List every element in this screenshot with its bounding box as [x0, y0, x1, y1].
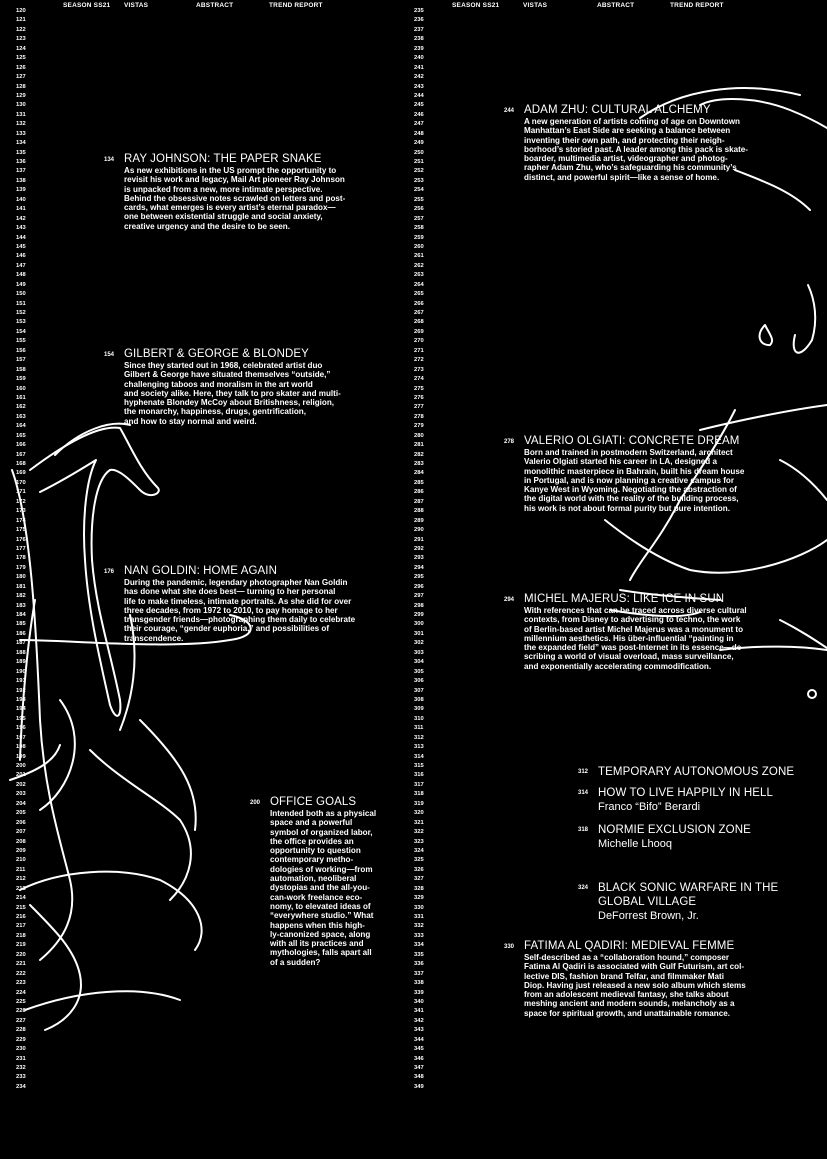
article-title: BLACK SONIC WARFARE IN THE — [598, 882, 779, 894]
line-number: 207 — [16, 829, 26, 836]
line-number: 208 — [16, 838, 26, 845]
line-number: 150 — [16, 291, 26, 298]
line-number: 310 — [414, 715, 424, 722]
line-number: 238 — [414, 36, 424, 43]
line-number: 153 — [16, 319, 26, 326]
line-number: 183 — [16, 602, 26, 609]
line-number: 335 — [414, 951, 424, 958]
line-number: 327 — [414, 876, 424, 883]
line-number: 322 — [414, 829, 424, 836]
line-number: 243 — [414, 83, 424, 90]
line-number: 159 — [16, 376, 26, 383]
line-number: 292 — [414, 545, 424, 552]
article-ray-johnson[interactable] — [104, 153, 404, 231]
line-number: 261 — [414, 253, 424, 260]
page-number: 134 — [104, 157, 115, 163]
line-number: 277 — [414, 404, 424, 411]
line-number: 341 — [414, 1008, 424, 1015]
article-valerio-olgiati[interactable] — [504, 435, 814, 513]
line-number: 297 — [414, 593, 424, 600]
article-summary: A new generation of artists coming of age on Downtown Manhattan’s East Side are seeking a balance between inventing their own path, and protecting their neigh- borhood’s storied past. A leader among this pack is skate- boarder, multimedia artist, videographer and photog- rapher Adam Zhu, who’s safeguarding his community’s distinct, and powerful spirit—like a sense of home. — [524, 117, 748, 182]
line-number: 137 — [16, 168, 26, 175]
line-number: 288 — [414, 508, 424, 515]
line-number: 258 — [414, 225, 424, 232]
line-number: 217 — [16, 923, 26, 930]
line-number: 275 — [414, 385, 424, 392]
line-number: 181 — [16, 583, 26, 590]
line-number: 184 — [16, 612, 26, 618]
line-number: 211 — [16, 866, 26, 873]
line-number: 135 — [16, 149, 26, 156]
page-number: 176 — [104, 569, 115, 575]
line-number: 194 — [16, 706, 26, 713]
line-number: 273 — [414, 366, 424, 373]
line-number: 263 — [414, 272, 424, 279]
line-number: 129 — [16, 92, 26, 99]
line-number: 296 — [414, 583, 424, 590]
page-number: 324 — [578, 885, 589, 891]
line-number: 130 — [16, 102, 26, 109]
line-number: 332 — [414, 923, 424, 930]
line-number: 264 — [414, 281, 424, 288]
line-number: 255 — [414, 196, 424, 203]
line-number: 120 — [16, 8, 26, 14]
article-summary: With references that can be traced across diverse cultural contexts, from Disney to advertising to techno, the work of Berlin-based artist Michel Majerus was a monument to millennium aesthetics. His über-influential “painting in the expanded field” was post-Internet in its essence—de- scribing a world of visual overload, mass surveillance, and exponentially accelerating commodification. — [524, 606, 747, 671]
line-number: 278 — [414, 413, 424, 420]
line-number: 309 — [414, 706, 424, 713]
line-number: 316 — [414, 772, 424, 779]
line-number: 158 — [16, 366, 26, 373]
line-number: 336 — [414, 961, 424, 968]
line-number: 201 — [16, 772, 26, 779]
article-office-goals[interactable] — [250, 796, 410, 967]
line-number: 299 — [414, 612, 424, 618]
line-number: 285 — [414, 479, 424, 486]
line-number: 185 — [16, 621, 26, 628]
line-number: 294 — [414, 564, 424, 571]
line-number: 145 — [16, 243, 26, 250]
line-number: 235 — [414, 8, 424, 14]
line-number: 177 — [16, 545, 26, 552]
line-number: 291 — [414, 536, 424, 543]
line-number: 131 — [16, 111, 26, 118]
article-title: HOW TO LIVE HAPPILY IN HELL — [598, 787, 774, 799]
line-number: 205 — [16, 810, 26, 817]
line-number: 280 — [414, 432, 424, 439]
line-number: 271 — [414, 347, 424, 354]
line-number: 333 — [414, 932, 424, 939]
line-number: 215 — [16, 904, 26, 911]
line-number: 170 — [16, 479, 26, 486]
line-number: 236 — [414, 17, 424, 24]
line-number: 344 — [414, 1036, 424, 1043]
line-number: 304 — [414, 659, 424, 666]
line-number: 139 — [16, 187, 26, 194]
line-number: 218 — [16, 932, 26, 939]
line-number: 249 — [414, 140, 424, 147]
article-summary: As new exhibitions in the US prompt the opportunity to revisit his work and legacy, Mail Art pioneer Ray Johnson is unpacked from a new, more intimate perspective. Behind the obsessive notes scrawled on letters and post- cards, what emerges is every artist’s eternal paradox— one between existential struggle and social anxiety, creative urgency and the desire to be seen. — [124, 166, 346, 231]
line-number: 226 — [16, 1008, 26, 1015]
line-number: 155 — [16, 338, 26, 345]
line-number: 334 — [414, 942, 424, 949]
line-number: 161 — [16, 394, 26, 401]
line-number: 167 — [16, 451, 26, 458]
line-number: 266 — [414, 300, 424, 307]
line-number: 128 — [16, 83, 26, 90]
line-number: 338 — [414, 980, 424, 987]
page-number: 278 — [504, 439, 515, 445]
line-number: 189 — [16, 659, 26, 666]
article-title: TEMPORARY AUTONOMOUS ZONE — [598, 766, 795, 778]
line-number: 253 — [414, 177, 424, 184]
line-number: 330 — [414, 904, 424, 911]
line-number: 319 — [414, 800, 424, 807]
line-number: 144 — [16, 234, 26, 241]
line-number: 216 — [16, 914, 26, 920]
article-summary: Intended both as a physical space and a powerful symbol of organized labor, the office provides an opportunity to question contemporary metho- dologies of working—from automation, neoliberal dystopias and the all-you- can-work freelance eco- nomy, to elevated ideas of “everywhere studio.” What happens when this high- ly-canonized space, along with all its practices and mythologies, falls apart all of a sudden? — [270, 809, 377, 967]
line-number: 286 — [414, 489, 424, 496]
line-number: 318 — [414, 791, 424, 798]
line-number: 160 — [16, 385, 26, 392]
line-number: 156 — [16, 347, 26, 354]
line-number: 191 — [16, 678, 26, 685]
line-number: 325 — [414, 857, 424, 864]
article-title: GILBERT & GEORGE & BLONDEY — [124, 348, 309, 360]
article-title: ADAM ZHU: CULTURAL ALCHEMY — [524, 104, 711, 116]
line-number: 175 — [16, 527, 26, 534]
line-number: 254 — [414, 187, 424, 194]
line-number: 339 — [414, 989, 424, 996]
line-numbers-right — [414, 7, 424, 1092]
line-number: 307 — [414, 687, 424, 694]
article-title: NAN GOLDIN: HOME AGAIN — [124, 565, 278, 577]
line-number: 223 — [16, 980, 26, 987]
line-number: 313 — [414, 744, 424, 751]
line-number: 282 — [414, 451, 424, 458]
header-vistas: VISTAS — [124, 2, 149, 9]
article-temporary-autonomous-zone[interactable] — [578, 765, 823, 779]
line-number: 136 — [16, 159, 26, 165]
line-number: 195 — [16, 715, 26, 722]
line-number: 200 — [16, 763, 26, 769]
line-number: 133 — [16, 130, 26, 137]
line-number: 169 — [16, 470, 26, 477]
line-number: 247 — [414, 121, 424, 128]
header-season: SEASON SS21 — [452, 2, 500, 9]
line-number: 231 — [16, 1055, 26, 1062]
line-number: 303 — [414, 649, 424, 656]
line-number: 290 — [414, 527, 424, 534]
article-summary: Self-described as a “collaboration hound,” composer Fatima Al Qadiri is associated with Gulf Futurism, art col- lective DIS, fashion brand Telfar, and filmmaker Mati Diop. Having just released a new solo album which stems from an adolescent medieval fantasy, she talks about meshing ancient and modern sounds, melancholy as a space for spiritual growth, and unattainable romance. — [524, 953, 746, 1018]
line-number: 125 — [16, 55, 26, 62]
line-number: 268 — [414, 319, 424, 326]
article-author: Michelle Lhooq — [598, 838, 672, 850]
line-number: 202 — [16, 781, 26, 788]
line-number: 121 — [16, 17, 26, 24]
line-number: 246 — [414, 111, 424, 118]
line-number: 305 — [414, 668, 424, 675]
line-number: 148 — [16, 272, 26, 279]
header-trend-report: TREND REPORT — [269, 2, 323, 9]
line-number: 146 — [16, 253, 26, 260]
line-number: 230 — [16, 1046, 26, 1053]
line-number: 229 — [16, 1036, 26, 1043]
line-number: 193 — [16, 696, 26, 703]
line-number: 143 — [16, 225, 26, 232]
article-summary: Since they started out in 1968, celebrated artist duo Gilbert & George have situated themselves “outside,” challenging taboos and moralism in the art world and society alike. Here, they talk to pro skater and multi- hyphenate Blondey McCoy about Britishness, religion, the monarchy, happiness, drugs, gentrification, and how to stay normal and weird. — [124, 361, 341, 426]
line-number: 293 — [414, 555, 424, 562]
line-number: 244 — [414, 92, 424, 99]
line-number: 240 — [414, 55, 424, 62]
line-number: 210 — [16, 857, 26, 864]
article-author: Franco “Bifo” Berardi — [598, 801, 701, 813]
page-number: 244 — [504, 108, 515, 114]
line-number: 256 — [414, 206, 424, 213]
line-number: 262 — [414, 262, 424, 269]
article-title: OFFICE GOALS — [270, 796, 357, 808]
line-number: 168 — [16, 461, 26, 467]
line-number: 331 — [414, 914, 424, 920]
line-number: 279 — [414, 423, 424, 430]
line-number: 124 — [16, 45, 26, 52]
line-number: 265 — [414, 291, 424, 298]
article-fatima-al-qadiri[interactable] — [504, 940, 814, 1018]
page-number: 330 — [504, 944, 515, 950]
line-number: 123 — [16, 36, 26, 43]
article-title-line-2: GLOBAL VILLAGE — [598, 896, 697, 908]
line-number: 134 — [16, 140, 26, 147]
line-number: 311 — [414, 725, 424, 732]
line-number: 132 — [16, 121, 26, 128]
article-title: RAY JOHNSON: THE PAPER SNAKE — [124, 153, 322, 165]
line-number: 270 — [414, 338, 424, 345]
line-number: 345 — [414, 1046, 424, 1053]
line-number: 199 — [16, 753, 26, 760]
line-number: 154 — [16, 328, 26, 335]
line-number: 173 — [16, 508, 26, 515]
page-number: 200 — [250, 800, 261, 806]
line-number: 147 — [16, 262, 26, 269]
header-trend-report: TREND REPORT — [670, 2, 724, 9]
article-gilbert-george[interactable] — [104, 348, 404, 426]
line-number: 252 — [414, 168, 424, 175]
article-black-sonic-warfare[interactable] — [578, 881, 823, 923]
line-number: 220 — [16, 951, 26, 958]
line-number: 157 — [16, 357, 26, 364]
line-number: 122 — [16, 26, 26, 33]
line-number: 300 — [414, 621, 424, 628]
line-number: 328 — [414, 885, 424, 892]
article-title: NORMIE EXCLUSION ZONE — [598, 824, 751, 836]
line-number: 348 — [414, 1074, 424, 1081]
article-summary: During the pandemic, legendary photographer Nan Goldin has done what she does best— turning to her personal life to make timeless, intimate portraits. As she did for over three decades, from 1972 to 2010, to pay homage to her transgender friends—photographing them daily to celebrate their courage, “gender euphoria,” and possibilities of transcendence. — [124, 578, 356, 643]
line-number: 250 — [414, 149, 424, 156]
line-number: 315 — [414, 763, 424, 769]
line-number: 287 — [414, 498, 424, 505]
line-number: 349 — [414, 1083, 424, 1090]
line-number: 269 — [414, 328, 424, 335]
line-number: 343 — [414, 1027, 424, 1034]
line-number: 342 — [414, 1017, 424, 1024]
line-number: 242 — [414, 74, 424, 81]
line-number: 245 — [414, 102, 424, 109]
article-normie-exclusion-zone[interactable] — [578, 823, 823, 851]
line-number: 176 — [16, 536, 26, 543]
line-number: 164 — [16, 423, 26, 430]
line-number: 166 — [16, 442, 26, 449]
line-number: 190 — [16, 668, 26, 675]
line-number: 257 — [414, 215, 424, 222]
line-number: 172 — [16, 498, 26, 505]
line-number: 179 — [16, 564, 26, 571]
line-number: 212 — [16, 876, 26, 883]
line-number: 239 — [414, 45, 424, 52]
line-number: 187 — [16, 640, 26, 647]
line-number: 224 — [16, 989, 26, 996]
line-number: 186 — [16, 630, 26, 637]
line-number: 340 — [414, 998, 424, 1005]
line-number: 284 — [414, 470, 424, 477]
line-number: 317 — [414, 781, 424, 788]
line-number: 233 — [16, 1074, 26, 1081]
article-adam-zhu[interactable] — [504, 104, 814, 182]
header-abstract: ABSTRACT — [597, 2, 635, 9]
line-number: 162 — [16, 404, 26, 411]
line-number: 152 — [16, 310, 26, 316]
line-number: 213 — [16, 885, 26, 892]
line-number: 198 — [16, 744, 26, 751]
line-number: 138 — [16, 177, 26, 184]
line-number: 227 — [16, 1017, 26, 1024]
line-number: 222 — [16, 970, 26, 977]
line-number: 289 — [414, 517, 424, 524]
line-number: 149 — [16, 281, 26, 288]
line-number: 320 — [414, 810, 424, 817]
line-number: 251 — [414, 159, 424, 165]
header-abstract: ABSTRACT — [196, 2, 234, 9]
line-number: 321 — [414, 819, 424, 826]
line-number: 126 — [16, 64, 26, 71]
page-number: 314 — [578, 790, 589, 796]
line-number: 163 — [16, 413, 26, 420]
page-number: 318 — [578, 827, 589, 833]
line-number: 237 — [414, 26, 424, 33]
line-number: 308 — [414, 696, 424, 703]
line-number: 241 — [414, 64, 424, 71]
article-title: VALERIO OLGIATI: CONCRETE DREAM — [524, 435, 740, 447]
line-number: 346 — [414, 1055, 424, 1062]
line-number: 301 — [414, 630, 424, 637]
line-number: 219 — [16, 942, 26, 949]
line-number: 228 — [16, 1027, 26, 1034]
line-number: 276 — [414, 394, 424, 401]
article-title: MICHEL MAJERUS: LIKE ICE IN SUN — [524, 593, 725, 605]
line-number: 165 — [16, 432, 26, 439]
line-number: 178 — [16, 555, 26, 562]
line-number: 180 — [16, 574, 26, 581]
line-number: 196 — [16, 725, 26, 732]
line-number: 209 — [16, 847, 26, 854]
line-number: 142 — [16, 215, 26, 222]
header-season: SEASON SS21 — [63, 2, 111, 9]
line-number: 151 — [16, 300, 26, 307]
line-number: 295 — [414, 574, 424, 581]
line-number: 197 — [16, 734, 26, 741]
article-michel-majerus[interactable] — [504, 593, 814, 671]
line-number: 306 — [414, 678, 424, 685]
line-number: 283 — [414, 461, 424, 467]
line-number: 324 — [414, 847, 424, 854]
line-number: 204 — [16, 800, 26, 807]
line-number: 329 — [414, 895, 424, 902]
line-number: 312 — [414, 734, 424, 741]
line-number: 248 — [414, 130, 424, 137]
line-number: 347 — [414, 1065, 424, 1071]
line-number: 182 — [16, 593, 26, 600]
line-number: 326 — [414, 866, 424, 873]
line-number: 314 — [414, 753, 424, 760]
page-number: 154 — [104, 352, 115, 358]
line-number: 323 — [414, 838, 424, 845]
article-title: FATIMA AL QADIRI: MEDIEVAL FEMME — [524, 940, 735, 952]
line-number: 337 — [414, 970, 424, 977]
line-number: 281 — [414, 442, 424, 449]
line-number: 225 — [16, 998, 26, 1005]
line-number: 203 — [16, 791, 26, 798]
line-number: 232 — [16, 1065, 26, 1071]
line-numbers-left — [16, 7, 26, 1092]
line-number: 267 — [414, 310, 424, 316]
line-number: 174 — [16, 517, 26, 524]
line-number: 140 — [16, 196, 26, 203]
header-vistas: VISTAS — [523, 2, 548, 9]
article-author: DeForrest Brown, Jr. — [598, 910, 699, 922]
page-number: 294 — [504, 597, 515, 603]
line-number: 214 — [16, 895, 26, 902]
line-number: 234 — [16, 1083, 26, 1090]
article-nan-goldin[interactable] — [104, 565, 409, 643]
line-number: 302 — [414, 640, 424, 647]
line-number: 141 — [16, 206, 26, 213]
page-number: 312 — [578, 769, 589, 775]
article-summary: Born and trained in postmodern Switzerland, architect Valerio Olgiati started his career in LA, designed a monolithic masterpiece in Bahrain, built his dream house in Portugal, and is now planning a creative campus for Kanye West in Wyoming. Negotiating the abstraction of the digital world with the reality of the building process, his work is not about formal purity but pure intention. — [524, 448, 745, 513]
line-number: 127 — [16, 74, 26, 81]
line-number: 260 — [414, 243, 424, 250]
line-number: 259 — [414, 234, 424, 241]
line-number: 221 — [16, 961, 26, 968]
line-number: 298 — [414, 602, 424, 609]
line-number: 188 — [16, 649, 26, 656]
line-number: 274 — [414, 376, 424, 383]
line-number: 171 — [16, 489, 26, 496]
line-number: 192 — [16, 687, 26, 694]
article-live-happily-in-hell[interactable] — [578, 786, 823, 814]
line-number: 272 — [414, 357, 424, 364]
line-number: 206 — [16, 819, 26, 826]
